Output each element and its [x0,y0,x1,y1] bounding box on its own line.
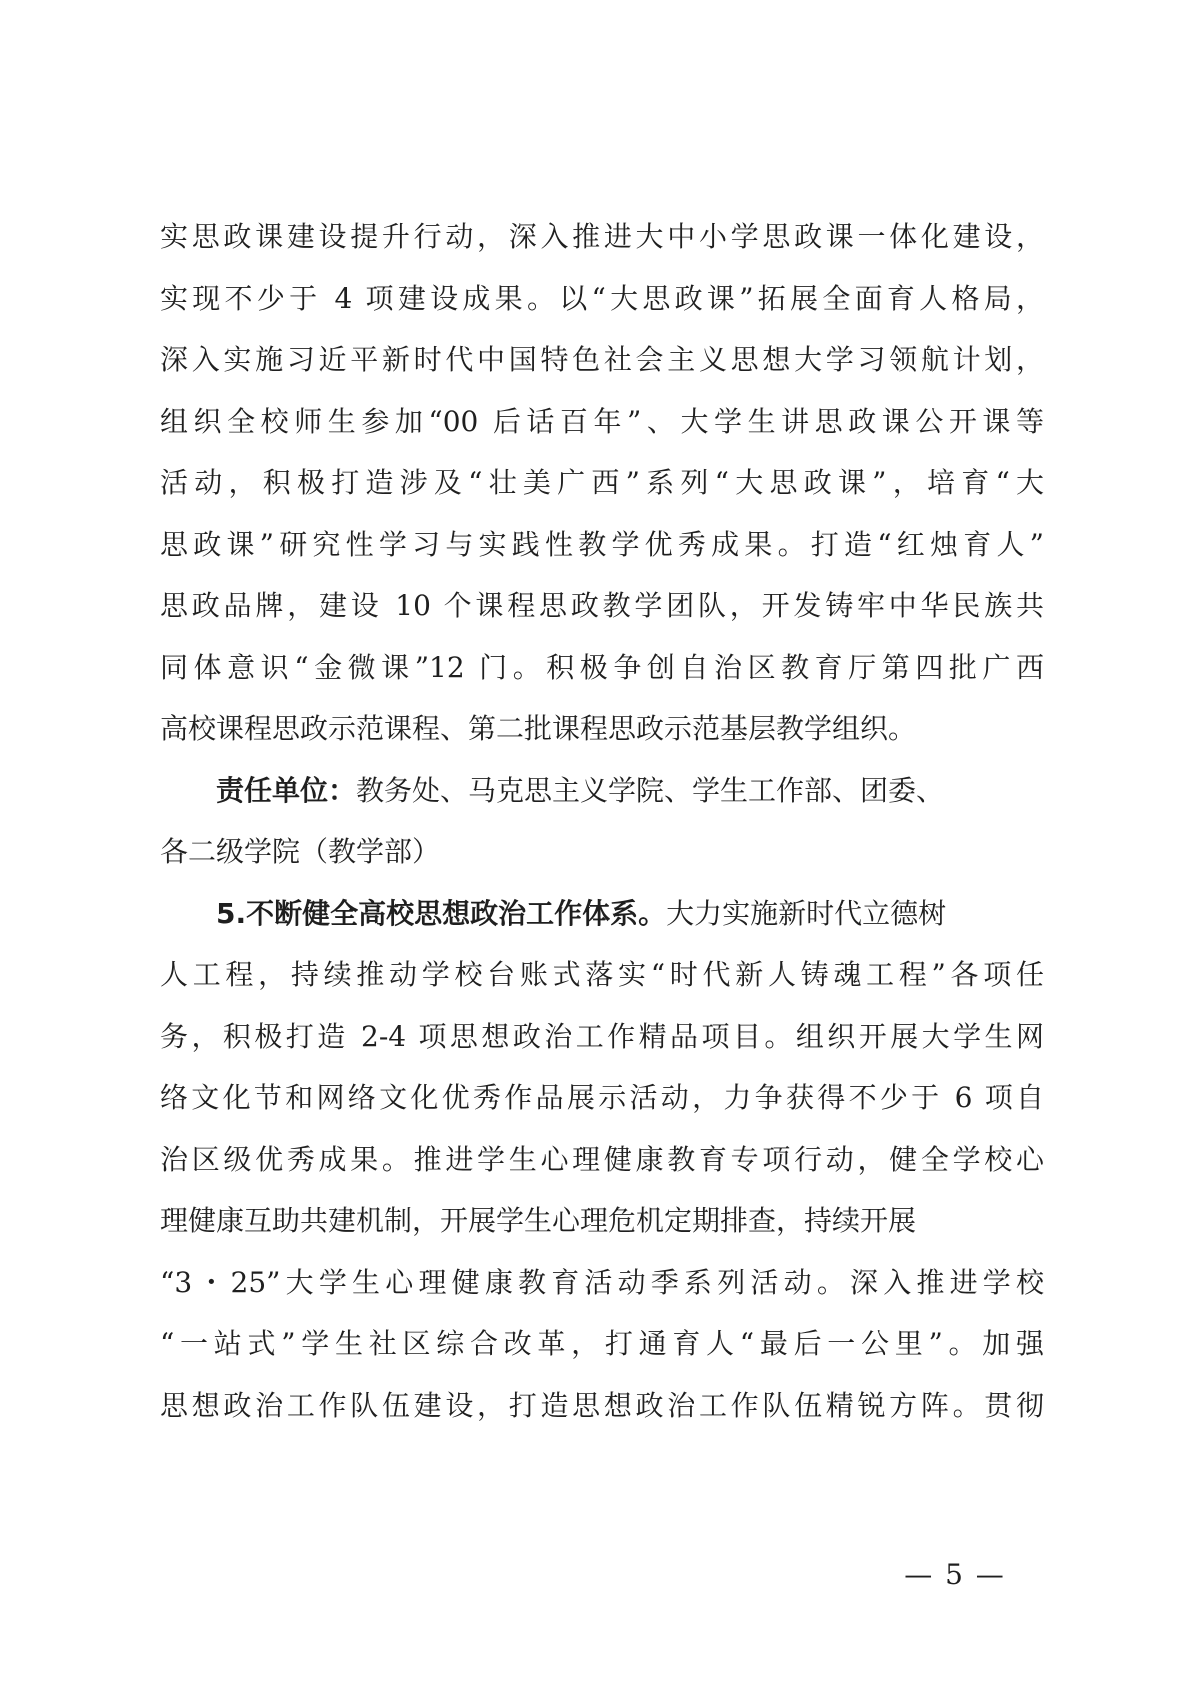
section5-line-5: 理健康互助共建机制，开展学生心理危机定期排查，持续开展 [160,1204,917,1237]
paragraph-line-1: 实思政课建设提升行动，深入推进大中小学思政课一体化建设， [160,220,1044,253]
section5-line-2: 务，积极打造 2-4 项思想政治工作精品项目。组织开展大学生网 [160,1019,1044,1053]
responsibility-line-2: 各二级学院（教学部） [160,835,441,868]
page-number: — 5 — [904,1558,1006,1591]
section5-heading: 5.不断健全高校思想政治工作体系。 [216,896,667,930]
paragraph-line-5: 活动，积极打造涉及“壮美广西”系列“大思政课”，培育“大 [160,466,1044,499]
responsibility-line-1 [160,760,1044,822]
paragraph-line-9: 高校课程思政示范课程、第二批课程思政示范基层教学组织。 [160,712,917,745]
section5-line-3: 络文化节和网络文化优秀作品展示活动，力争获得不少于 6 项自 [160,1081,1044,1114]
section5-first-line-rest: 大力实施新时代立德树 [666,896,947,930]
section5-line-6: “3・25”大学生心理健康教育活动季系列活动。深入推进学校 [160,1265,1044,1299]
responsibility-label: 责任单位： [216,773,357,807]
paragraph-line-3: 深入实施习近平新时代中国特色社会主义思想大学习领航计划， [160,343,1044,376]
paragraph-line-7: 思政品牌，建设 10 个课程思政教学团队，开发铸牢中华民族共 [160,589,1044,622]
section5-line-4: 治区级优秀成果。推进学生心理健康教育专项行动，健全学校心 [160,1142,1044,1176]
body-text [160,206,1044,1436]
section5-line-7: “一站式”学生社区综合改革，打通育人“最后一公里”。加强 [160,1327,1044,1360]
paragraph-line-6: 思政课”研究性学习与实践性教学优秀成果。打造“红烛育人” [160,527,1044,561]
responsibility-text-1: 教务处、马克思主义学院、学生工作部、团委、 [356,773,945,807]
paragraph-line-8: 同体意识“金微课”12 门。积极争创自治区教育厅第四批广西 [160,650,1044,684]
section5-line-1: 人工程，持续推动学校台账式落实“时代新人铸魂工程”各项任 [160,958,1044,991]
paragraph-line-4: 组织全校师生参加“00 后话百年”、大学生讲思政课公开课等 [160,404,1044,438]
section5-line-8: 思想政治工作队伍建设，打造思想政治工作队伍精锐方阵。贯彻 [160,1388,1044,1422]
section5-first-line [160,883,1044,945]
paragraph-line-2: 实现不少于 4 项建设成果。以“大思政课”拓展全面育人格局， [160,281,1044,315]
